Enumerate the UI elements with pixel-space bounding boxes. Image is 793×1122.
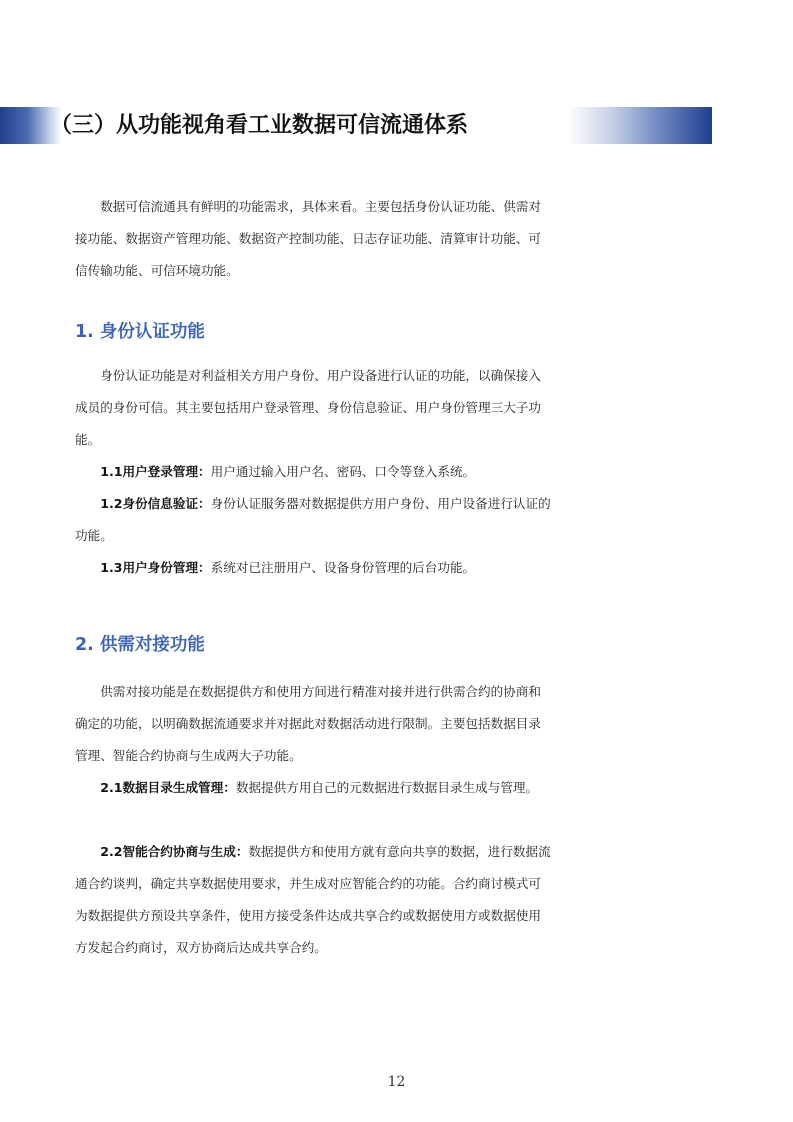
item-identity-verification xyxy=(75,488,551,552)
intro-paragraph: 数据可信流通具有鲜明的功能需求，具体来看。主要包括身份认证功能、供需对接功能、数据资产管理功能、数据资产控制功能、日志存证功能、清算审计功能、可信传输功能、可信环境功能。 xyxy=(75,199,541,278)
item-user-login-management xyxy=(75,456,551,488)
item-text: 系统对已注册用户、设备身份管理的后台功能。 xyxy=(210,560,476,575)
item-label: 1.1用户登录管理： xyxy=(100,464,211,479)
supply-demand-description: 供需对接功能是在数据提供方和使用方间进行精准对接并进行供需合约的协商和确定的功能，以明确数据流通要求并对据此对数据活动进行限制。主要包括数据目录管理、智能合约协商与生成两大子功能。 xyxy=(75,684,541,763)
item-data-catalog-management xyxy=(75,772,551,804)
item-label: 1.2身份信息验证： xyxy=(100,496,211,511)
page-number: 12 xyxy=(387,1074,406,1090)
section-title: （三）从功能视角看工业数据可信流通体系 xyxy=(50,113,469,138)
item-text: 用户通过输入用户名、密码、口令等登入系统。 xyxy=(210,464,476,479)
item-smart-contract-negotiation xyxy=(75,836,551,964)
item-label: 2.1数据目录生成管理： xyxy=(100,780,236,795)
item-user-identity-management xyxy=(75,552,551,584)
identity-authentication-description: 身份认证功能是对利益相关方用户身份、用户设备进行认证的功能，以确保接入成员的身份可信。其主要包括用户登录管理、身份信息验证、用户身份管理三大子功能。 xyxy=(75,368,541,447)
item-label: 2.2智能合约协商与生成： xyxy=(100,844,249,859)
heading-supply-demand-matching: 2. 供需对接功能 xyxy=(75,635,205,655)
item-label: 1.3用户身份管理： xyxy=(100,560,211,575)
heading-identity-authentication: 1. 身份认证功能 xyxy=(75,322,205,342)
title-banner-right-decoration xyxy=(567,107,712,144)
item-text: 身份认证服务器对数据提供方用户身份、用户设备进行认证的功能。 xyxy=(75,496,551,543)
item-text: 数据提供方用自己的元数据进行数据目录生成与管理。 xyxy=(235,780,539,795)
item-text: 数据提供方和使用方就有意向共享的数据，进行数据流通合约谈判，确定共享数据使用要求，并生成对应智能合约的功能。合约商讨模式可为数据提供方预设共享条件，使用方接受条件达成共享合约或数据使用方或数据使用方发起合约商讨，双方协商后达成共享合约。 xyxy=(75,844,551,955)
